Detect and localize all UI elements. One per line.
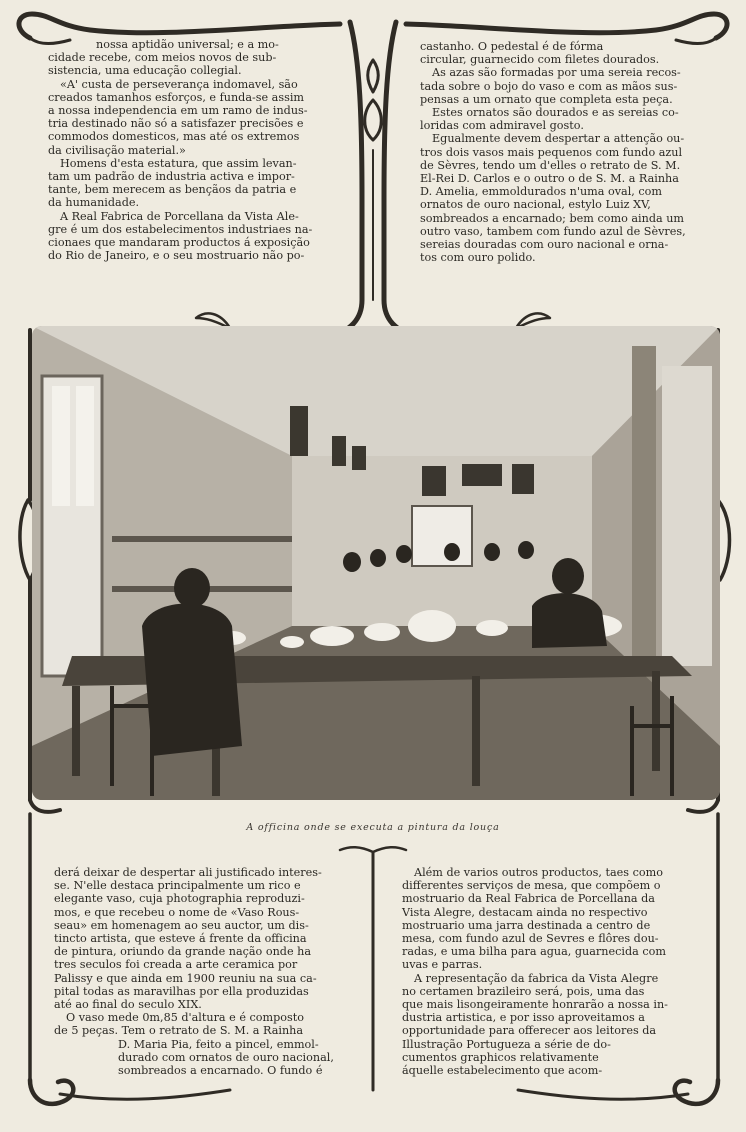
text-line: tada sobre o bojo do vaso e com as mãos sus- [420, 79, 678, 93]
text-line: seau» em homenagem ao seu auctor, um dis- [54, 918, 309, 932]
bottom-left-column [54, 866, 356, 1077]
text-line: de 5 peças. Tem o retrato de S. M. a Rainha [54, 1024, 304, 1038]
text-line: sombreados a encarnado; bem como ainda um [420, 211, 685, 225]
text-line: elegante vaso, cuja photographia reproduzi- [54, 892, 305, 906]
text-line: radas, e uma bilha para agua, guarnecida com [402, 945, 666, 959]
text-line: Além de varios outros productos, taes como [414, 866, 663, 879]
text-line: da civilisação material.» [48, 143, 186, 157]
text-line: que mais lisongeiramente honrarão a nossa in- [402, 998, 668, 1012]
text-line: ornatos de ouro nacional, estylo Luiz XV, [420, 198, 651, 212]
text-line: «A' custa de perseverança indomavel, são [60, 77, 298, 91]
text-line: mos, e que recebeu o nome de «Vaso Rous- [54, 905, 300, 919]
text-line: durado com ornatos de ouro nacional, [118, 1050, 334, 1064]
text-line: se. N'elle destaca principalmente um rico e [54, 879, 301, 893]
text-line: loridas com admiravel gosto. [420, 119, 584, 133]
text-line: A representação da fabrica da Vista Alegre [414, 971, 659, 985]
text-line: Palissy e que ainda em 1900 reuniu na sua ca- [54, 971, 317, 985]
text-line: cionaes que mandaram productos á exposição [48, 236, 310, 250]
text-line: O vaso mede 0m,85 d'altura e é composto [66, 1011, 304, 1025]
text-line: uvas e parras. [402, 958, 483, 972]
text-line: dustria artistica, e por isso aproveitamos a [402, 1011, 645, 1025]
text-line: Vista Alegre, destacam ainda no respectivo [402, 905, 648, 919]
text-line: cumentos graphicos relativamente [402, 1050, 599, 1064]
text-line: nossa aptidão universal; e a mo- [96, 38, 279, 51]
text-line: tam um padrão de industria activa e impor- [48, 170, 295, 184]
text-line: tante, bem merecem as bençãos da patria e [48, 183, 297, 197]
text-line: de pintura, oriundo da grande nação onde ha [54, 945, 312, 959]
text-line: até ao final do seculo XIX. [54, 998, 202, 1012]
text-line: sombreados a encarnado. O fundo é [118, 1064, 323, 1078]
text-line: D. Amelia, emmoldurados n'uma oval, com [420, 185, 663, 199]
top-right-column [420, 40, 710, 264]
text-line: tria destinado não só a satisfazer precisões e [48, 117, 304, 131]
text-line: tincto artista, que esteve á frente da officina [54, 932, 307, 946]
text-line: As azas são formadas por uma sereia recos- [432, 66, 681, 80]
text-line: cidade recebe, com meios novos de sub- [48, 51, 277, 65]
text-line: no certamen brazileiro será, pois, uma das [402, 984, 645, 998]
text-line: mostruario da Real Fabrica de Porcellana da [402, 892, 655, 906]
text-line: Homens d'esta estatura, que assim levan- [60, 156, 297, 170]
text-line: áquelle estabelecimento que acom- [402, 1064, 603, 1078]
workshop-photograph [32, 326, 720, 800]
text-line: da humanidade. [48, 196, 140, 210]
text-line: D. Maria Pia, feito a pincel, emmol- [118, 1037, 319, 1051]
text-line: tos com ouro polido. [420, 251, 536, 265]
text-line: mesa, com fundo azul de Sevres e flôres dou- [402, 932, 659, 946]
text-line: differentes serviços de mesa, que compõem o [402, 879, 661, 893]
text-line: creados tamanhos esforços, e funda-se assim [48, 90, 305, 104]
photo-caption: A officina onde se executa a pintura da louça [246, 822, 500, 833]
text-line: Egualmente devem despertar a attenção ou- [432, 132, 685, 146]
text-line: castanho. O pedestal é de fórma [420, 40, 604, 53]
text-line: Estes ornatos são dourados e as sereias co- [432, 106, 679, 120]
text-line: El-Rei D. Carlos e o outro o de S. M. a Rainha [420, 172, 679, 186]
text-line: Illustração Portugueza a série de do- [402, 1037, 611, 1051]
text-line: de Sèvres, tendo um d'elles o retrato de S. M. [420, 158, 681, 172]
top-left-column [48, 38, 338, 262]
text-line: tres seculos foi creada a arte ceramica por [54, 958, 298, 972]
text-line: mostruario uma jarra destinada a centro de [402, 918, 651, 932]
text-line: opportunidade para offerecer aos leitores da [402, 1024, 657, 1038]
text-line: derá deixar de despertar ali justificado interes- [54, 866, 322, 879]
text-line: do Rio de Janeiro, e o seu mostruario não po- [48, 249, 305, 263]
bottom-right-column [402, 866, 704, 1077]
text-line: gre é um dos estabelecimentos industriaes na- [48, 222, 313, 236]
text-line: sistencia, uma educação collegial. [48, 64, 242, 78]
text-line: commodos domesticos, mas até os extremos [48, 130, 300, 144]
text-line: outro vaso, tambem com fundo azul de Sèvres, [420, 224, 686, 238]
text-line: circular, guarnecido com filetes dourados. [420, 53, 660, 67]
text-line: a nossa independencia em um ramo de indus- [48, 104, 308, 118]
text-line: pensas a um ornato que completa esta peça. [420, 92, 673, 106]
text-line: A Real Fabrica de Porcellana da Vista Ale- [60, 209, 299, 223]
text-line: sereias douradas com ouro nacional e orna- [420, 238, 669, 252]
text-line: tros dois vasos mais pequenos com fundo azul [420, 145, 683, 159]
text-line: pital todas as maravilhas por ella produzidas [54, 984, 309, 998]
